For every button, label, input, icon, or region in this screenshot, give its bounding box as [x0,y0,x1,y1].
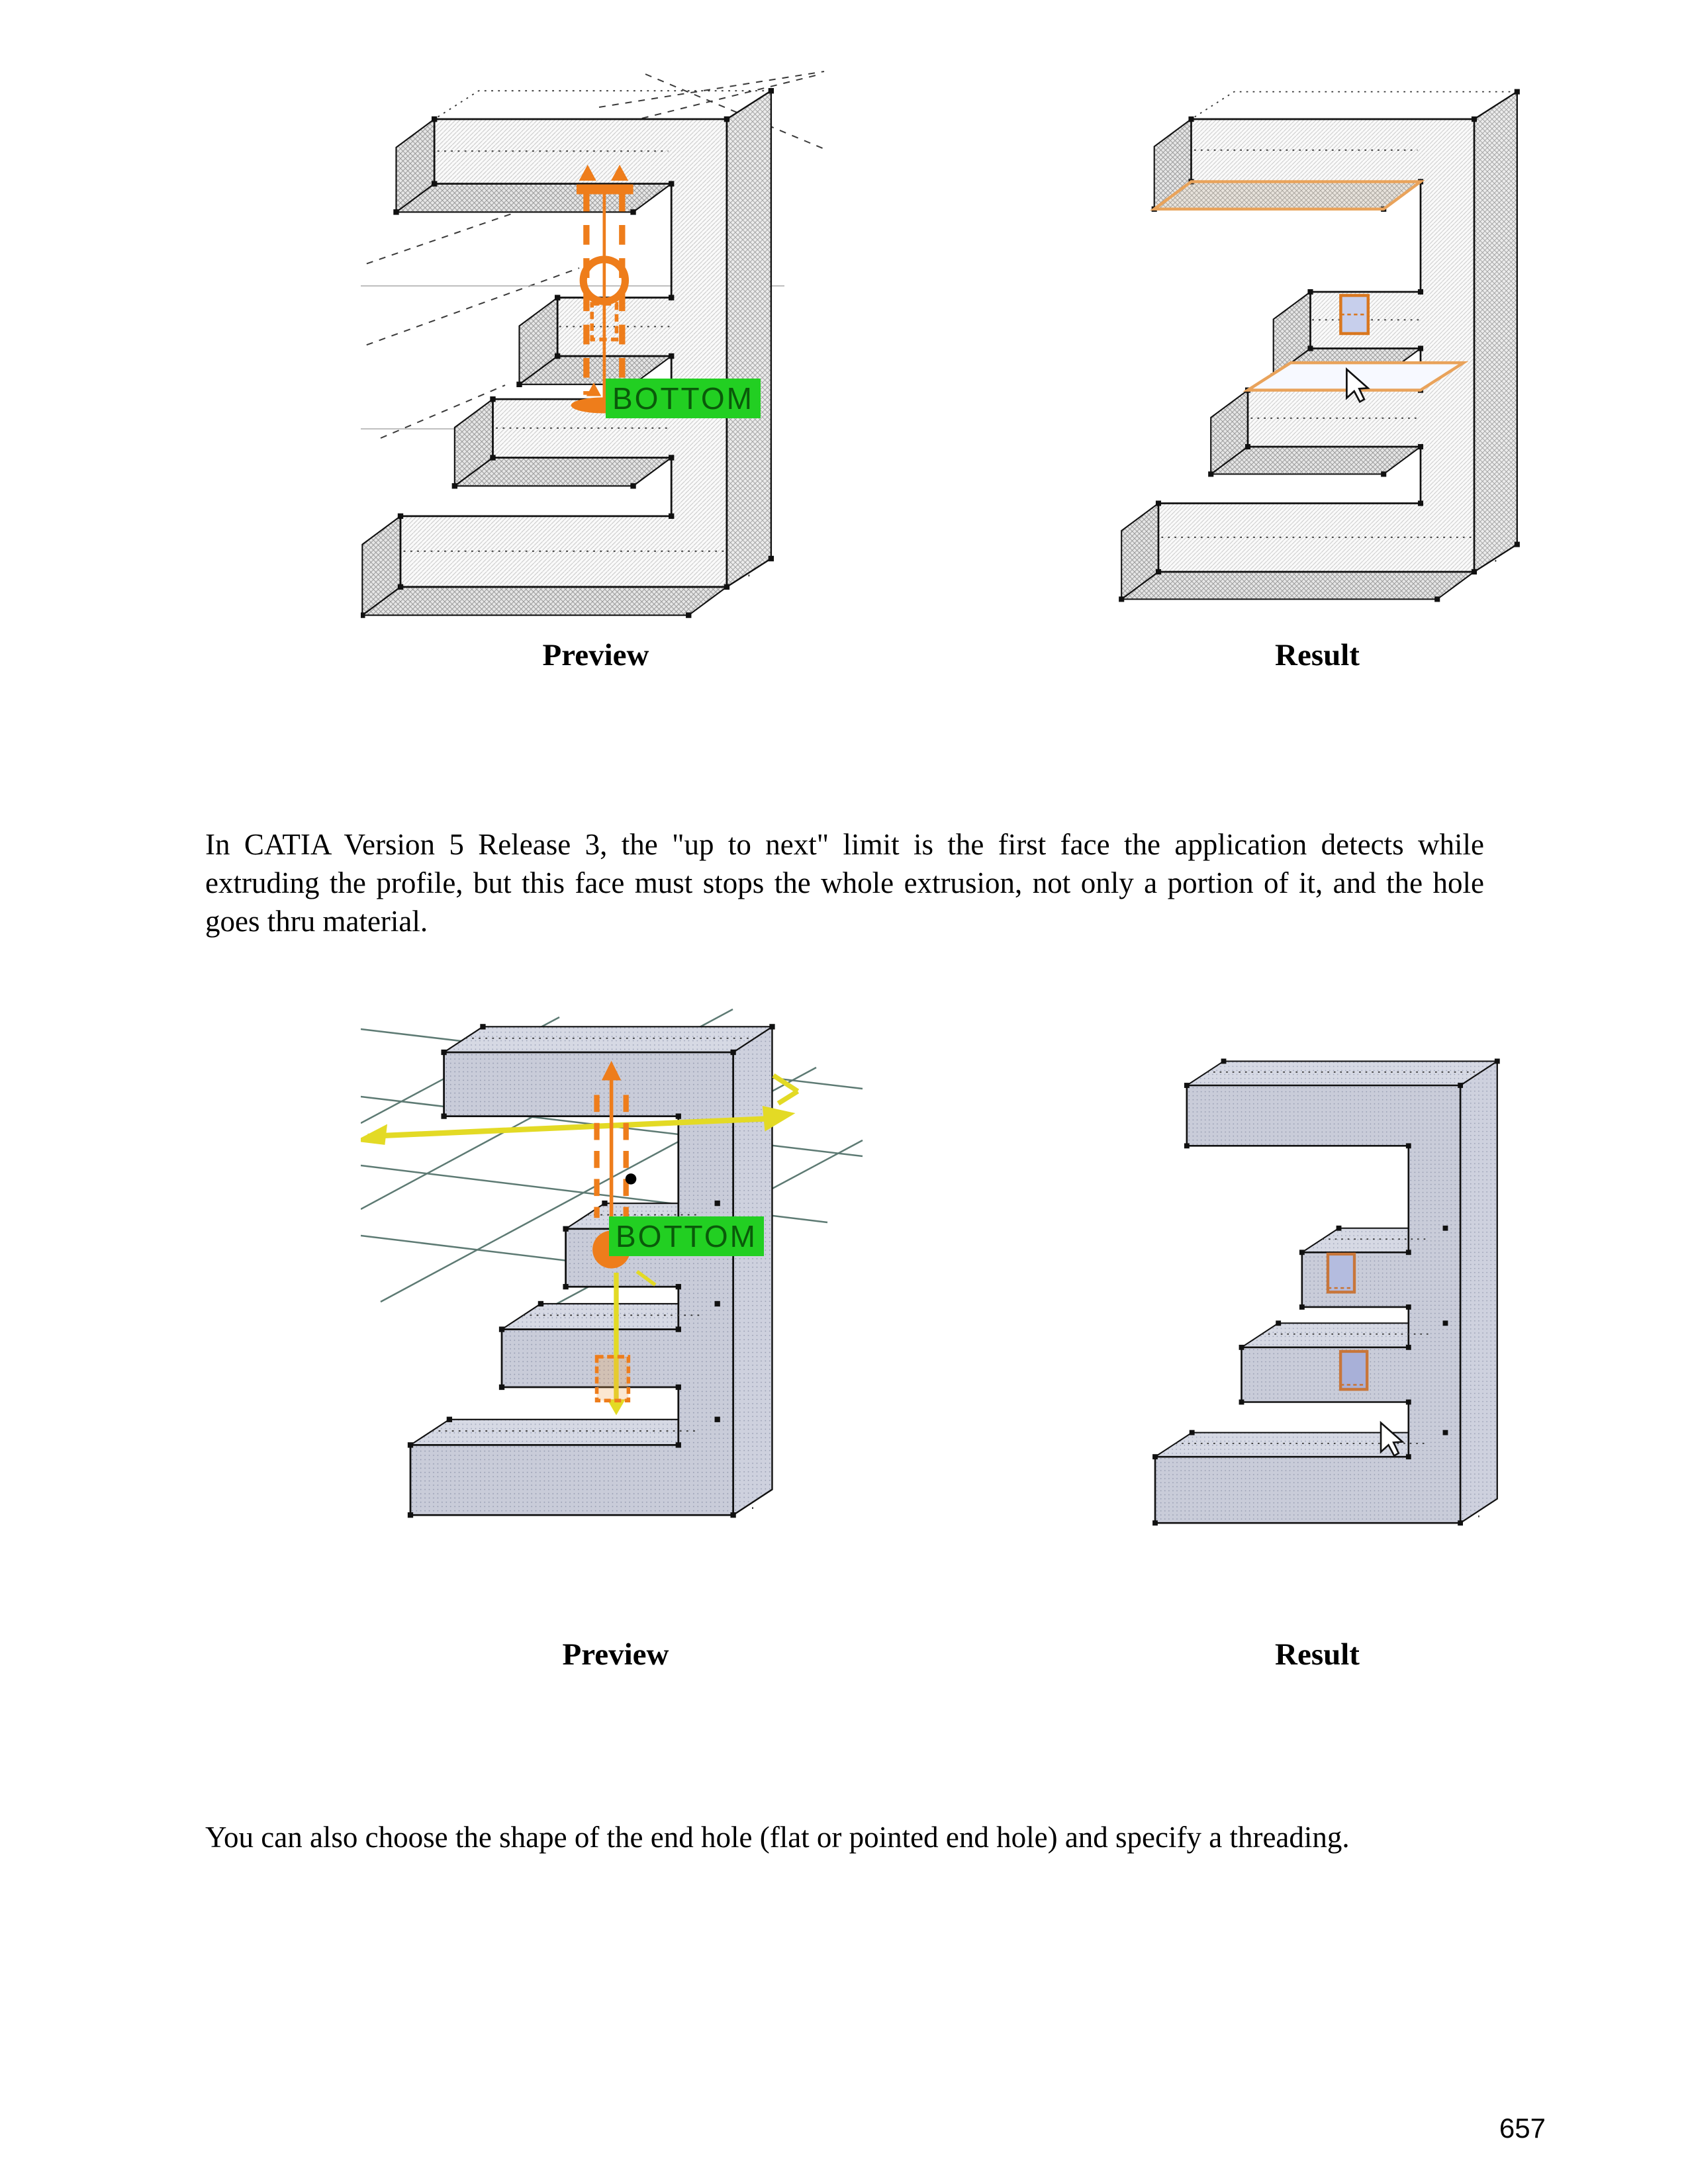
figure2-preview-image [361,989,870,1578]
footer-paragraph: You can also choose the shape of the end hole (flat or pointed end hole) and specify a threading. [205,1821,1350,1854]
hole-profile-sketch [597,1357,629,1400]
hole-feature [1340,295,1368,334]
part-solid [1155,1085,1460,1523]
figure1-preview-image [361,66,831,659]
figure1-preview-caption: Preview [542,638,649,672]
body-paragraph: In CATIA Version 5 Release 3, the "up to next" limit is the first face the application detects while extruding the profile, but this face must stops the whole extrusion, not only a portion of it, and the hole goes thru material. [205,828,1484,938]
figure1-result-image [1112,79,1523,635]
hole-feature [1328,1254,1354,1292]
hole-feature [1340,1351,1367,1389]
highlighted-face-top [1154,182,1421,209]
limit-tag-label: BOTTOM [612,381,754,416]
limit-tag [606,379,761,418]
limit-tag [609,1216,764,1256]
page-number: 657 [1499,2113,1546,2144]
limit-tag-label: BOTTOM [616,1219,757,1253]
figure1-result-caption: Result [1275,638,1360,672]
figure2-result-caption: Result [1275,1637,1360,1672]
figure2-result-image [1112,1032,1523,1569]
figure2-preview-caption: Preview [562,1637,669,1672]
